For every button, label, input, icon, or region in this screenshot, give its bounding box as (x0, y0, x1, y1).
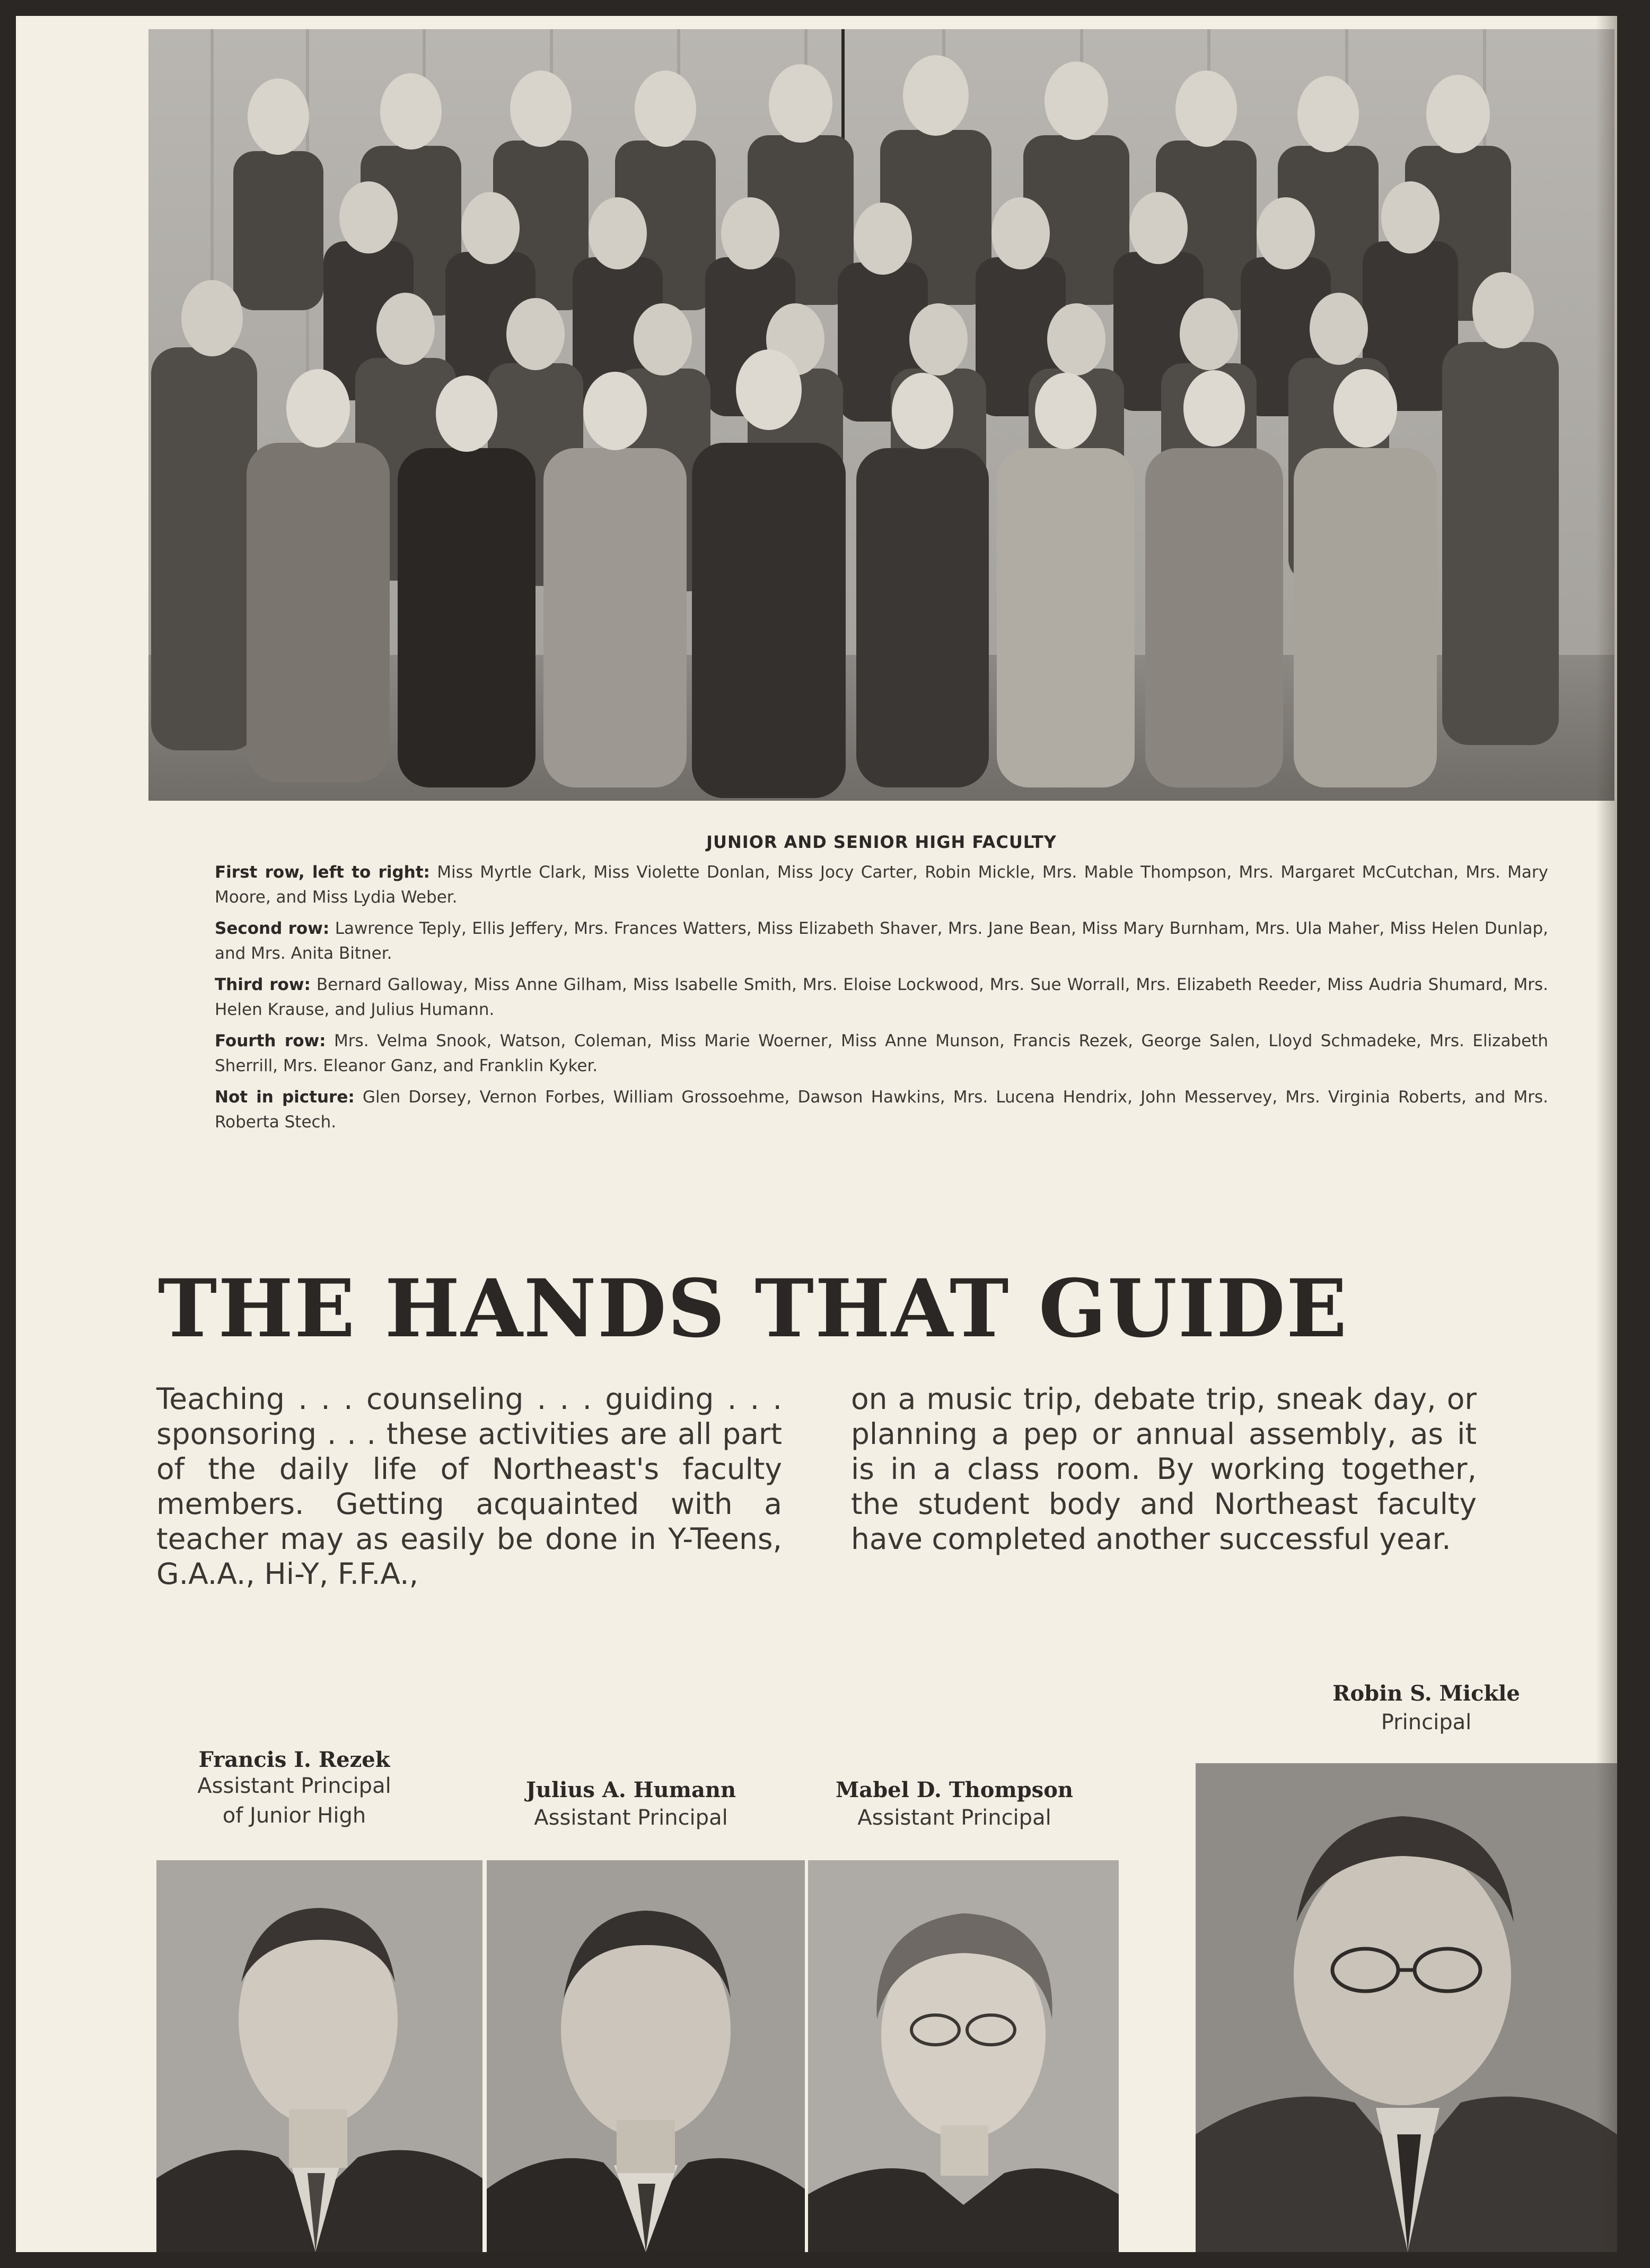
caption-row-names: Lawrence Teply, Ellis Jeffery, Mrs. Frances Watters, Miss Elizabeth Shaver, Mrs. Jane Bean, Miss Mary Burnham, Mrs. Ula Maher, Miss Helen Dunlap, and Mrs. Anita Bitner. (215, 919, 1549, 963)
staff-title-mickle: Principal (1381, 1710, 1472, 1735)
staff-title-humann: Assistant Principal (534, 1806, 728, 1830)
caption-row-label: Not in picture: (215, 1088, 355, 1107)
caption-row (215, 860, 1548, 910)
staff-name-mickle: Robin S. Mickle (1332, 1681, 1520, 1706)
staff-title-line: of Junior High (222, 1803, 366, 1828)
staff-title-thompson: Assistant Principal (857, 1806, 1051, 1830)
staff-name-humann: Julius A. Humann (525, 1777, 736, 1802)
body-text-left: Teaching . . . counseling . . . guiding . . . sponsoring . . . these activities are all part of the daily life of Northeast's faculty members. Getting acquainted with a teacher may as easily be done in Y-Teens, G.A.A., Hi-Y, F.F.A., (156, 1382, 782, 1591)
caption-row-names: Mrs. Velma Snook, Watson, Coleman, Miss Marie Woerner, Miss Anne Munson, Francis Rezek, George Salen, Lloyd Schmadeke, Mrs. Elizabeth Sherrill, Mrs. Eleanor Ganz, and Franklin Kyker. (215, 1031, 1548, 1075)
staff-title-rezek (156, 1771, 432, 1831)
portrait-mickle (1196, 1763, 1617, 2252)
caption-row (215, 973, 1548, 1022)
page-headline: THE HANDS THAT GUIDE (157, 1262, 1348, 1355)
caption-row (215, 916, 1548, 966)
staff-name-rezek: Francis I. Rezek (198, 1747, 390, 1772)
portrait-rezek (156, 1860, 482, 2252)
caption-row-label: First row, left to right: (215, 863, 430, 882)
portrait-thompson (808, 1860, 1119, 2252)
staff-name-thompson: Mabel D. Thompson (836, 1777, 1073, 1802)
yearbook-page (16, 16, 1617, 2252)
caption-row-label: Third row: (215, 975, 311, 994)
body-text-right: on a music trip, debate trip, sneak day, or planning a pep or annual assembly, as it is in a class room. By working together, the student body and Northeast faculty have completed another successful year. (851, 1382, 1477, 1556)
caption-row-names: Miss Myrtle Clark, Miss Violette Donlan, Miss Jocy Carter, Robin Mickle, Mrs. Mable Thompson, Mrs. Margaret McCutchan, Mrs. Mary Moore, and Miss Lydia Weber. (215, 863, 1548, 907)
faculty-caption (215, 830, 1548, 1141)
caption-row (215, 1029, 1548, 1079)
caption-row-label: Fourth row: (215, 1031, 326, 1050)
page-edge-shadow (1596, 16, 1617, 2252)
caption-row-names: Bernard Galloway, Miss Anne Gilham, Miss Isabelle Smith, Mrs. Eloise Lockwood, Mrs. Sue Worrall, Mrs. Elizabeth Reeder, Miss Audria Shumard, Mrs. Helen Krause, and Julius Humann. (215, 975, 1548, 1019)
caption-row (215, 1085, 1548, 1135)
staff-title-line: Assistant Principal (197, 1774, 391, 1798)
caption-row-label: Second row: (215, 919, 330, 938)
caption-row-names: Glen Dorsey, Vernon Forbes, William Grossoehme, Dawson Hawkins, Mrs. Lucena Hendrix, John Messervey, Mrs. Virginia Roberts, and Mrs. Roberta Stech. (215, 1088, 1549, 1132)
faculty-group-photo (148, 29, 1614, 801)
portrait-humann (487, 1860, 805, 2252)
caption-title: JUNIOR AND SENIOR HIGH FACULTY (706, 832, 1057, 852)
